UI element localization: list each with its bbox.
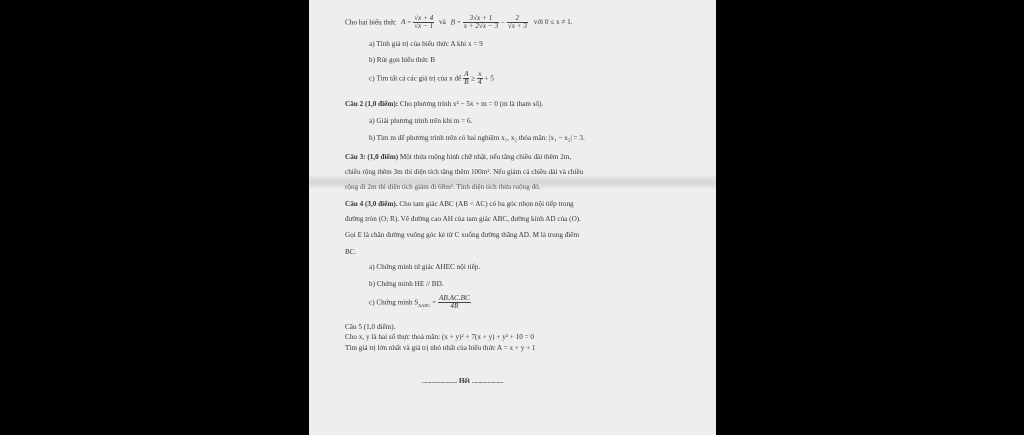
q4-text-1: Cho tam giác ABC (AB < AC) có ba góc nhọn nội tiếp trong bbox=[399, 200, 574, 208]
q1-c-suffix: + 5 bbox=[484, 74, 494, 83]
q1-c-frac2-num: x bbox=[478, 70, 482, 78]
q4-part-a: a) Chứng minh tứ giác AHEC nội tiếp. bbox=[369, 263, 481, 271]
q4-c-subscript: ΔABC bbox=[418, 302, 431, 308]
end-marker bbox=[422, 377, 503, 385]
q1-c-prefix: c) Tìm tất cả các giá trị của x để bbox=[369, 74, 462, 83]
q4-c-denominator: 4R bbox=[450, 302, 459, 311]
q4-line-1 bbox=[345, 201, 574, 208]
q3-line-2: chiều rộng thêm 3m thì diện tích tăng thêm 100m². Nếu giảm cả chiều dài và chiều bbox=[345, 168, 584, 176]
q1-b-fraction-1 bbox=[463, 15, 499, 30]
q1-intro: Cho hai biểu thức bbox=[345, 18, 397, 27]
q5-line-2: Tìm giá trị lớn nhất và giá trị nhỏ nhất của biểu thức A = x + y + 1 bbox=[345, 344, 536, 352]
q1-c-frac1-den: B bbox=[464, 78, 469, 87]
q4-part-c bbox=[369, 295, 471, 310]
q1-c-relation: ≥ bbox=[471, 74, 476, 83]
q1-c-fraction-2 bbox=[477, 71, 483, 86]
q1-c-frac1-num: A bbox=[464, 70, 469, 78]
q1-a-denominator: √x − 1 bbox=[414, 22, 434, 31]
q1-a-name: A bbox=[401, 18, 406, 27]
q2-text: Cho phương trình x² − 5x + m = 0 (m là tham số). bbox=[399, 100, 544, 108]
q1-c-frac2-den: 4 bbox=[478, 78, 482, 87]
end-text: Hết bbox=[458, 377, 470, 385]
q1-b-denominator-2: √x + 3 bbox=[507, 22, 527, 31]
q3-text-1: Một thửa ruộng hình chữ nhật, nếu tăng chiều dài thêm 2m, bbox=[399, 153, 572, 161]
q2-heading: Câu 2 (1,0 điểm): bbox=[345, 100, 399, 108]
q1-condition: với 0 ≤ x ≠ 1. bbox=[533, 18, 573, 27]
q1-b-numerator-1: 3√x + 1 bbox=[463, 15, 499, 23]
q5-heading: Câu 5 (1,0 điểm). bbox=[345, 323, 396, 331]
q5-line-1: Cho x, y là hai số thực thoả mãn: (x + y)² + 7(x + y) + y² + 10 = 0 bbox=[345, 333, 535, 341]
q3-line-1 bbox=[345, 154, 571, 161]
q1-a-fraction bbox=[413, 15, 434, 30]
q4-c-prefix: c) Chứng minh S bbox=[369, 298, 419, 307]
q1-statement: Cho hai biểu thức A = $\frac{√x + 4}{√x - 1}$ và B = $\frac{3√x + 1}{x + 2√x - 3}$ − $\frac{2}{√x + 3}$ với 0 ≤ x ≠ 1. bbox=[345, 14, 573, 31]
q1-c-fraction-1 bbox=[463, 71, 469, 86]
q4-line-4: BC. bbox=[345, 248, 357, 256]
q2-statement bbox=[345, 101, 543, 108]
q1-b-fraction-2 bbox=[507, 15, 528, 30]
q4-line-3: Gọi E là chân đường vuông góc kẻ từ C xuống đường thẳng AD. M là trung điểm bbox=[345, 231, 580, 239]
q1-part-b: b) Rút gọn biểu thức B bbox=[369, 56, 435, 64]
q1-part-c bbox=[369, 71, 494, 86]
q1-b-name: B bbox=[450, 18, 456, 27]
q2-part-b: b) Tìm m để phương trình trên có hai nghiệm x₁, x₂ thỏa mãn: |x₁ − x₂| = 3. bbox=[369, 134, 585, 142]
q1-b-denominator-1: x + 2√x − 3 bbox=[463, 22, 499, 31]
end-dots-right: ........................ bbox=[471, 377, 503, 385]
q4-line-2: đường tròn (O; R). Vẽ đường cao AH của tam giác ABC, đường kính AD của (O). bbox=[345, 215, 581, 223]
q1-part-a: a) Tính giá trị của biểu thức A khi x = 9 bbox=[369, 40, 483, 48]
q1-b-numerator-2: 2 bbox=[507, 15, 528, 23]
end-dots-left: ........................... bbox=[422, 377, 458, 385]
q4-c-numerator: AB.AC.BC bbox=[439, 294, 470, 302]
q3-heading: Câu 3: (1,0 điểm) bbox=[345, 153, 399, 161]
q1-a-numerator: √x + 4 bbox=[414, 14, 434, 22]
q4-part-b: b) Chứng minh HE // BD. bbox=[369, 280, 444, 288]
exam-paper bbox=[309, 0, 716, 435]
q4-heading: Câu 4 (3,0 điểm). bbox=[345, 200, 398, 208]
q2-part-a: a) Giải phương trình trên khi m = 6. bbox=[369, 117, 473, 125]
q3-line-3: rộng đi 2m thì diện tích giảm đi 68m². Tính diện tích thửa ruộng đó. bbox=[345, 183, 541, 191]
q1-and-word: và bbox=[439, 18, 446, 27]
q4-c-fraction bbox=[438, 295, 471, 310]
q4-c-equals: = bbox=[432, 298, 437, 307]
